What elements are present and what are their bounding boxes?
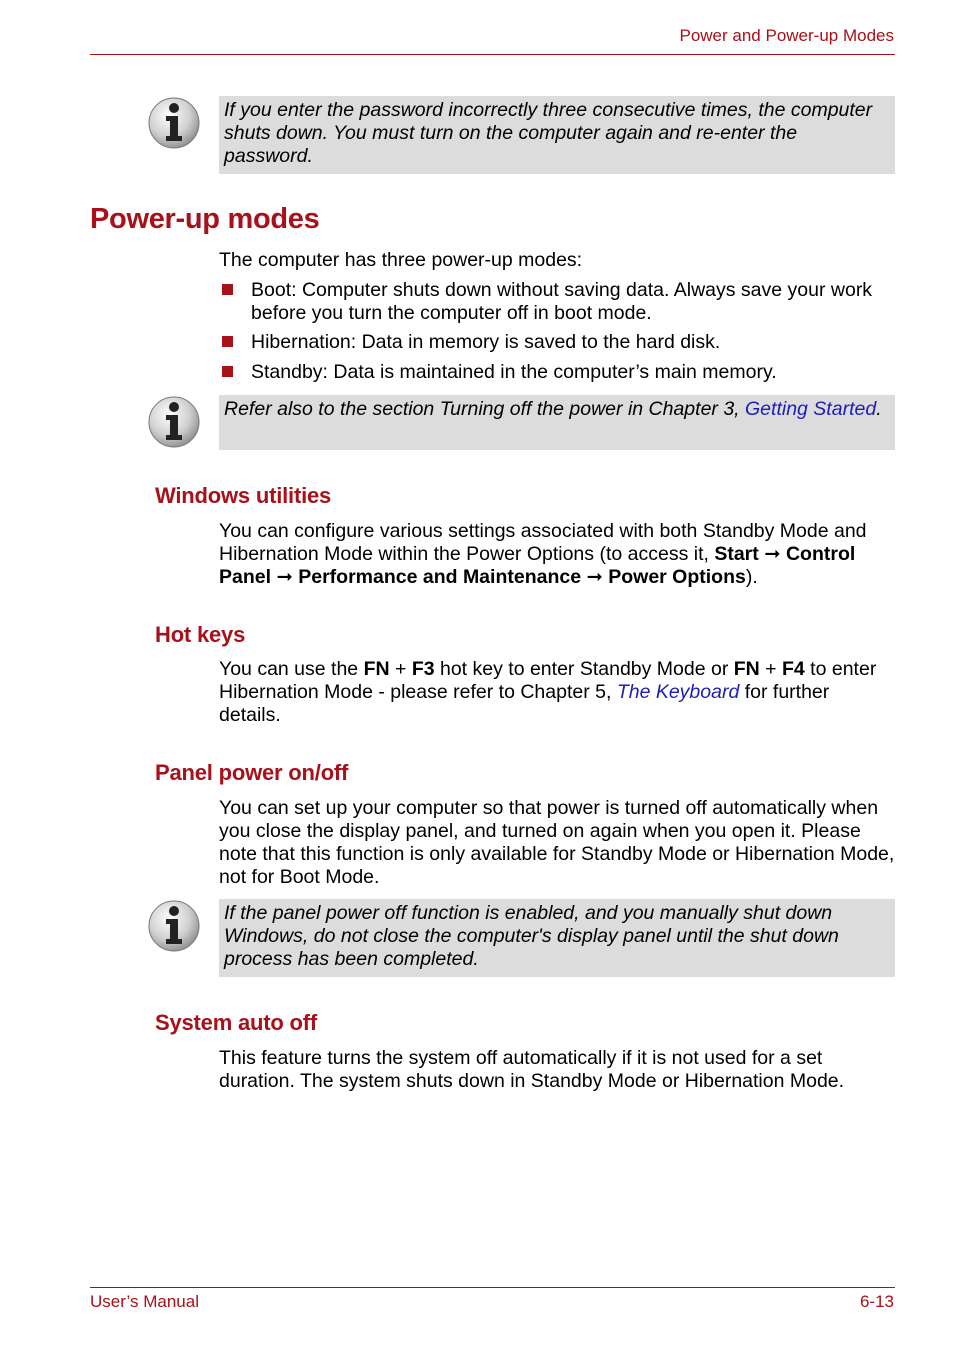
menu-path-control-panel: Control Panel <box>219 543 856 588</box>
info-icon <box>147 96 201 150</box>
system-auto-off-text: This feature turns the system off automatically if it is not used for a set duration. The system shuts down in Standby Mode or Hibernation Mode. <box>219 1047 845 1092</box>
arrow-icon: ➞ <box>276 566 293 588</box>
windows-utilities-text-end: ). <box>745 566 758 588</box>
running-header: Power and Power-up Modes <box>679 26 894 45</box>
bullet-square-icon <box>222 366 233 377</box>
header-rule <box>90 54 895 55</box>
hot-keys-text-2: hot key to enter Standby Mode or <box>434 658 734 680</box>
heading-windows-utilities: Windows utilities <box>155 483 332 508</box>
note-refer-suffix: . <box>876 398 882 420</box>
heading-system-auto-off: System auto off <box>155 1010 318 1035</box>
info-icon <box>147 899 201 953</box>
menu-path-performance: Performance and Maintenance <box>298 566 582 588</box>
list-item-text: Hibernation: Data in memory is saved to the hard disk. <box>251 331 721 353</box>
heading-panel-power: Panel power on/off <box>155 760 349 785</box>
key-fn: FN <box>733 658 760 680</box>
windows-utilities-text <box>219 520 895 589</box>
list-item-text: Standby: Data is maintained in the computer’s main memory. <box>251 361 777 383</box>
note-refer <box>219 395 895 450</box>
menu-path-power-options: Power Options <box>608 566 746 588</box>
page-number: 6-13 <box>859 1292 894 1311</box>
info-icon <box>147 395 201 449</box>
link-getting-started[interactable]: Getting Started <box>745 398 877 420</box>
hot-keys-text <box>219 658 895 727</box>
key-f4: F4 <box>782 658 805 680</box>
panel-power-text: You can set up your computer so that power is turned off automatically when you close the display panel, and turned on again when you open it. Please note that this function is only available for Standby Mode or Hibernation Mode, not for Boot Mode. <box>219 797 895 888</box>
bullet-square-icon <box>222 336 233 347</box>
menu-path-start: Start <box>714 543 759 565</box>
note-refer-text: Refer also to the section Turning off the power in Chapter 3, <box>224 398 746 420</box>
plus-sign: + <box>759 658 782 680</box>
list-item-text: Boot: Computer shuts down without saving data. Always save your work before you turn the computer off in boot mode. <box>251 279 873 324</box>
key-f3: F3 <box>411 658 435 680</box>
footer-rule <box>90 1287 895 1288</box>
arrow-icon: ➞ <box>586 566 603 588</box>
note-password: If you enter the password incorrectly three consecutive times, the computer shuts down. You must turn on the computer again and re-enter the password. <box>219 96 895 174</box>
plus-sign: + <box>389 658 412 680</box>
hot-keys-text-4: for further details. <box>219 681 830 726</box>
link-the-keyboard[interactable]: The Keyboard <box>616 681 740 703</box>
key-fn: FN <box>363 658 390 680</box>
intro-text: The computer has three power-up modes: <box>219 249 583 271</box>
hot-keys-text-3: to enter Hibernation Mode - please refer to Chapter 5, <box>219 658 877 703</box>
note-panel: If the panel power off function is enabled, and you manually shut down Windows, do not close the computer's display panel until the shut down process has been completed. <box>219 899 895 977</box>
footer-manual-title: User’s Manual <box>90 1292 199 1311</box>
hot-keys-text-1: You can use the <box>219 658 364 680</box>
heading-hot-keys: Hot keys <box>155 622 246 647</box>
windows-utilities-text-1: You can configure various settings associated with both Standby Mode and Hibernation Mode within the Power Options (to access it, <box>219 520 867 565</box>
bullet-square-icon <box>222 284 233 295</box>
page-title: Power-up modes <box>90 203 320 235</box>
arrow-icon: ➞ <box>764 543 781 565</box>
